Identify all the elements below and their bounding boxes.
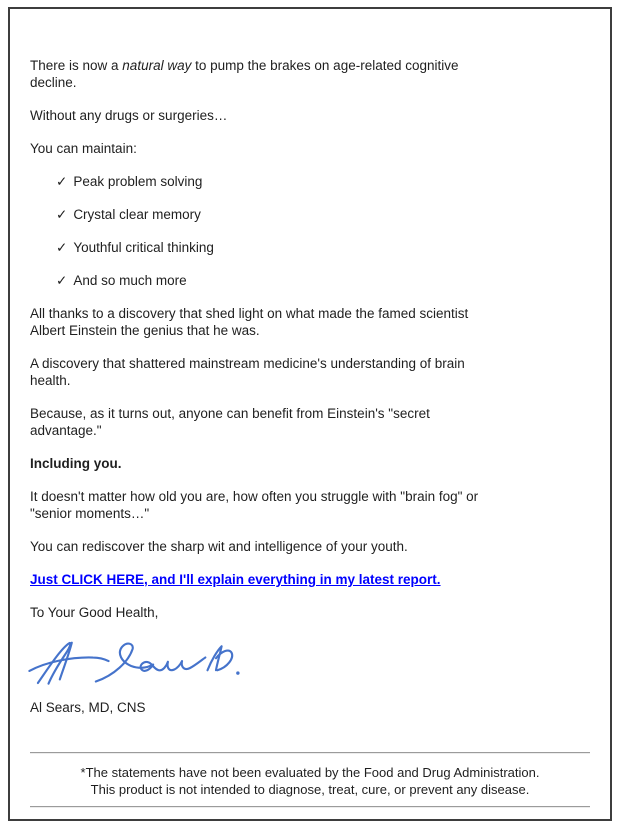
list-item-label: Peak problem solving xyxy=(73,174,203,189)
list-item-label: And so much more xyxy=(73,273,187,288)
cta-line xyxy=(30,571,590,588)
checkmark-icon: ✓ xyxy=(56,240,68,255)
signature-image xyxy=(28,637,590,695)
list-item xyxy=(56,206,590,223)
signature-stroke xyxy=(29,657,108,670)
paragraph-rediscover: You can rediscover the sharp wit and intelligence of your youth. xyxy=(30,539,408,554)
list-item xyxy=(56,239,590,256)
signature-period xyxy=(236,671,239,674)
click-here-link[interactable]: Just CLICK HERE, and I'll explain everything in my latest report. xyxy=(30,572,441,587)
closing-salutation: To Your Good Health, xyxy=(30,605,159,620)
paragraph-intro: There is now a natural way to pump the brakes on age-related cognitive decline. xyxy=(30,58,459,90)
signature-stroke xyxy=(207,646,221,670)
paragraph-shattered: A discovery that shattered mainstream medicine's understanding of brain health. xyxy=(30,356,465,388)
paragraph-no-drugs: Without any drugs or surgeries… xyxy=(30,108,228,123)
fda-disclaimer xyxy=(30,764,590,798)
signature-block xyxy=(30,604,590,716)
paragraph-including-you: Including you. xyxy=(30,456,122,471)
list-item-label: Crystal clear memory xyxy=(73,207,201,222)
checkmark-icon: ✓ xyxy=(56,207,68,222)
benefits-list xyxy=(30,173,590,289)
paragraph-secret-advantage: Because, as it turns out, anyone can benefit from Einstein's "secret advantage." xyxy=(30,406,430,438)
list-item-label: Youthful critical thinking xyxy=(73,240,214,255)
disclaimer-line: This product is not intended to diagnose, treat, cure, or prevent any disease. xyxy=(90,782,530,797)
email-body xyxy=(8,7,612,821)
paragraph-maintain: You can maintain: xyxy=(30,141,137,156)
footer xyxy=(30,752,590,808)
list-item xyxy=(56,173,590,190)
checkmark-icon: ✓ xyxy=(56,174,68,189)
disclaimer-line: *The statements have not been evaluated by the Food and Drug Administration. xyxy=(80,765,540,780)
paragraph-brain-fog: It doesn't matter how old you are, how often you struggle with "brain fog" or "senior moments…" xyxy=(30,489,479,521)
list-item xyxy=(56,272,590,289)
paragraph-discovery: All thanks to a discovery that shed light on what made the famed scientist Albert Einstein the genius that he was. xyxy=(30,306,469,338)
signature-name: Al Sears, MD, CNS xyxy=(30,700,146,715)
divider-bottom xyxy=(30,806,590,808)
divider-top xyxy=(30,752,590,754)
checkmark-icon: ✓ xyxy=(56,273,68,288)
signature-stroke xyxy=(141,658,206,671)
